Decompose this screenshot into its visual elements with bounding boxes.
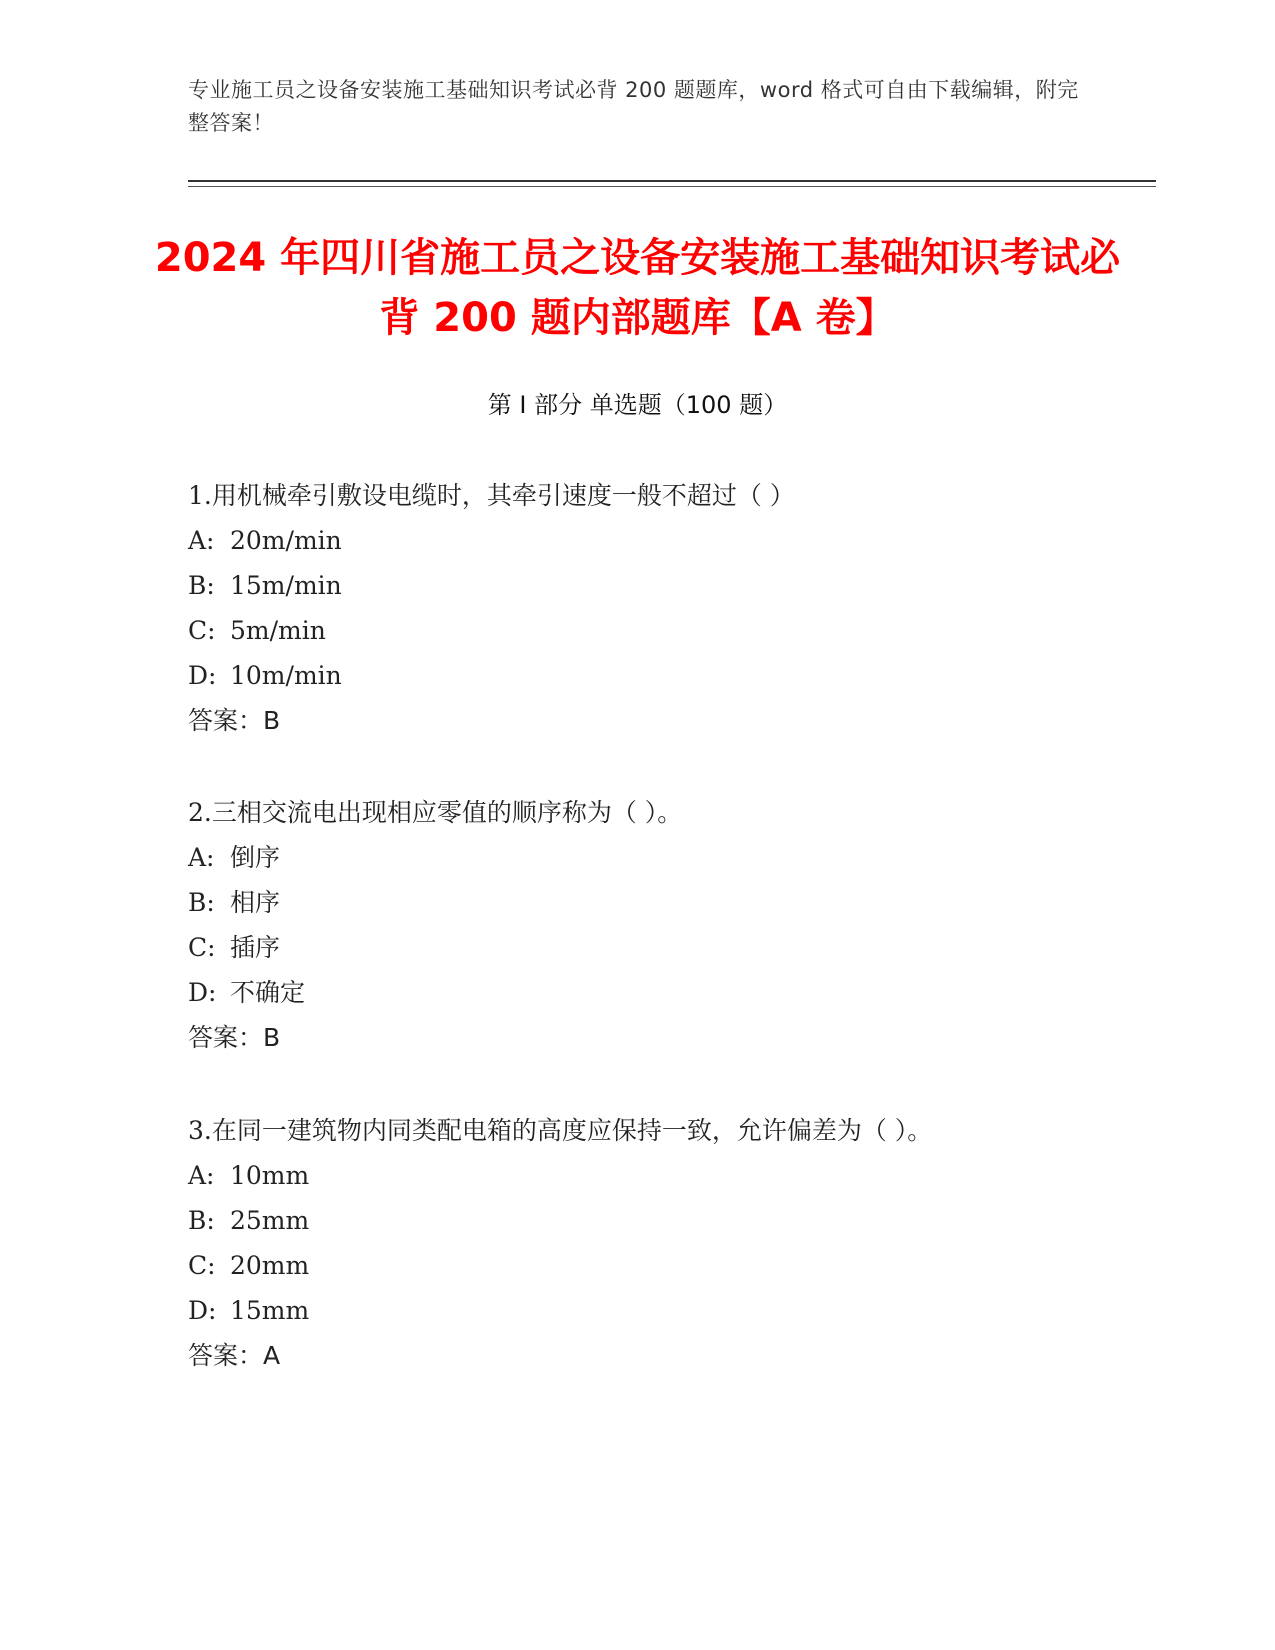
section-heading: 第 I 部分 单选题（100 题） <box>487 391 788 419</box>
question-block <box>188 790 1148 1060</box>
header-divider-thin <box>188 186 1156 187</box>
option-b <box>188 1198 1148 1243</box>
option-text: 插序 <box>230 933 281 962</box>
option-text: 10m/min <box>230 661 342 690</box>
option-c <box>188 925 1148 970</box>
option-text: 25mm <box>230 1206 310 1235</box>
option-text: 15mm <box>230 1296 310 1325</box>
header-note: 专业施工员之设备安装施工基础知识考试必背 200 题题库，word 格式可自由下载编辑，附完整答案！ <box>188 78 1079 135</box>
option-text: 10mm <box>230 1161 310 1190</box>
option-letter: D: <box>188 1296 217 1325</box>
option-letter: B: <box>188 888 215 917</box>
option-letter: C: <box>188 616 216 645</box>
option-d <box>188 653 1148 698</box>
option-text: 相序 <box>230 888 281 917</box>
option-letter: A: <box>188 526 215 555</box>
option-letter: C: <box>188 933 216 962</box>
document-title: 2024 年四川省施工员之设备安装施工基础知识考试必背 200 题内部题库【A 卷】 <box>154 235 1121 341</box>
option-text: 不确定 <box>230 978 306 1007</box>
option-text: 20mm <box>230 1251 310 1280</box>
question-stem: 2.三相交流电出现相应零值的顺序称为（ ）。 <box>188 798 683 827</box>
option-letter: D: <box>188 661 217 690</box>
option-a <box>188 835 1148 880</box>
option-letter: B: <box>188 1206 215 1235</box>
question-stem: 3.在同一建筑物内同类配电箱的高度应保持一致，允许偏差为（ ）。 <box>188 1116 933 1145</box>
option-text: 倒序 <box>230 843 281 872</box>
option-letter: B: <box>188 571 215 600</box>
question-block <box>188 1108 1148 1378</box>
option-a <box>188 1153 1148 1198</box>
answer-line: 答案：B <box>188 706 281 735</box>
question-block <box>188 473 1148 743</box>
answer-line: 答案：A <box>188 1341 281 1370</box>
question-stem: 1.用机械牵引敷设电缆时，其牵引速度一般不超过（ ） <box>188 481 795 510</box>
option-a <box>188 518 1148 563</box>
option-letter: A: <box>188 843 215 872</box>
option-c <box>188 608 1148 653</box>
option-letter: D: <box>188 978 217 1007</box>
option-d <box>188 1288 1148 1333</box>
option-text: 15m/min <box>230 571 342 600</box>
option-b <box>188 880 1148 925</box>
option-letter: C: <box>188 1251 216 1280</box>
option-text: 20m/min <box>230 526 342 555</box>
answer-line: 答案：B <box>188 1023 281 1052</box>
option-letter: A: <box>188 1161 215 1190</box>
option-b <box>188 563 1148 608</box>
option-text: 5m/min <box>230 616 326 645</box>
option-c <box>188 1243 1148 1288</box>
header-divider-thick <box>188 180 1156 182</box>
option-d <box>188 970 1148 1015</box>
